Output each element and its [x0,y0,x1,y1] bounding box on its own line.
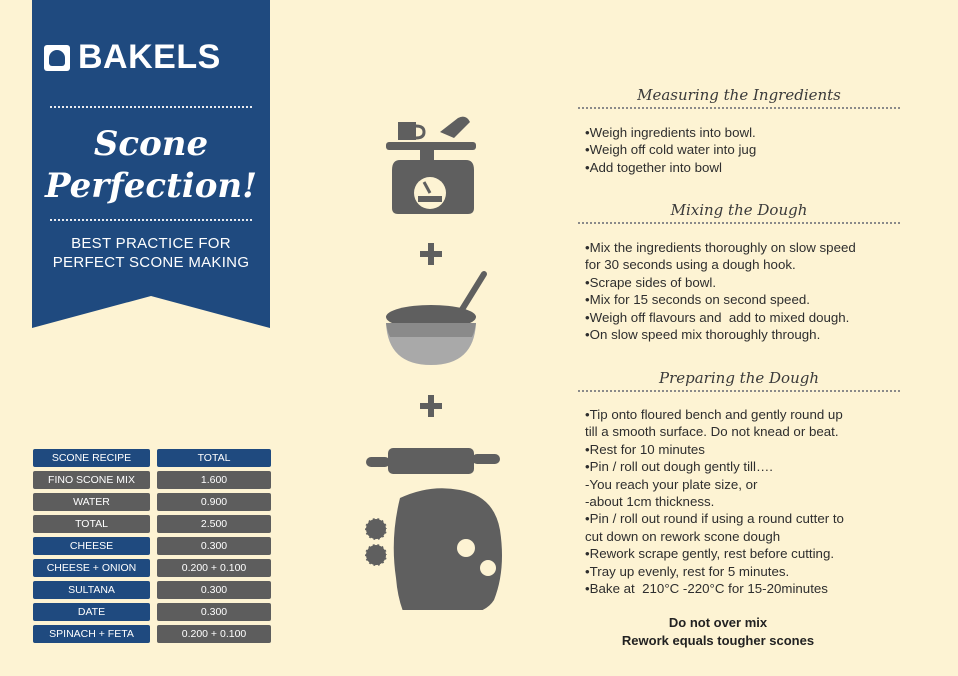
table-row [33,515,271,533]
table-header: TOTAL [157,449,271,467]
text-line: •Pin / roll out dough gently till…. [585,459,773,475]
footer-line1: Do not over mix [668,615,768,630]
text-line: •Tray up evenly, rest for 5 minutes. [585,563,790,579]
text-line: •Weigh off flavours and add to mixed dough. [585,309,850,325]
text-line: •Rework scrape gently, rest before cutting. [585,546,835,562]
section-divider [578,390,900,392]
chef-hat-icon [44,45,70,71]
banner-divider-bottom [50,219,252,221]
text-line: -You reach your plate size, or [585,476,758,492]
text-line: •Tip onto floured bench and gently round up [585,407,843,422]
section-divider [578,107,900,109]
scale-icon [386,117,476,214]
text-line: •Pin / roll out round if using a round cutter to [585,511,844,527]
table-row [33,471,271,489]
text-line: •Weigh ingredients into bowl. [585,125,756,140]
table-row [33,603,271,621]
text-line: till a smooth surface. Do not knead or beat. [585,424,839,440]
subtitle-line2: PERFECT SCONE MAKING [52,254,250,271]
table-row [33,493,271,511]
text-line: cut down on rework scone dough [585,528,781,544]
text-line: •Weigh off cold water into jug [585,142,757,158]
rolling-pin-dough-icon [365,448,502,610]
plus-icon [420,243,442,265]
title-line1: Scone [93,124,209,164]
text-line: for 30 seconds using a dough hook. [585,257,796,273]
footer-line2: Rework equals tougher scones [621,632,815,648]
table-cell-value: 1.600 [157,471,271,489]
table-row [33,625,271,643]
table-row [33,581,271,599]
table-cell-item: TOTAL [33,515,150,533]
footer-note [585,614,851,649]
table-cell-value: 0.300 [157,581,271,599]
section-body-measuring [585,124,905,176]
text-line: •Scrape sides of bowl. [585,274,717,290]
table-cell-item: WATER [33,493,150,511]
table-cell-value: 0.300 [157,603,271,621]
table-cell-value: 0.200 + 0.100 [157,625,271,643]
section-title-mixing: Mixing the Dough [670,201,808,219]
title-line2: Perfection! [44,166,258,206]
brand-name: BAKELS [78,38,221,76]
table-cell-item: SULTANA [33,581,150,599]
table-cell-value: 2.500 [157,515,271,533]
text-line: •Add together into bowl [585,159,722,175]
section-title-measuring: Measuring the Ingredients [637,86,841,104]
table-cell-value: 0.900 [157,493,271,511]
table-cell-value: 0.200 + 0.100 [157,559,271,577]
table-header: SCONE RECIPE [33,449,150,467]
table-cell-item: CHEESE [33,537,150,555]
table-cell-value: 0.300 [157,537,271,555]
text-line: •On slow speed mix thoroughly through. [585,327,821,343]
section-body-mixing [585,239,905,343]
text-line: •Mix for 15 seconds on second speed. [585,292,810,308]
plus-icon [420,395,442,417]
table-cell-item: CHEESE + ONION [33,559,150,577]
bakels-logo [44,38,221,77]
table-header-row [33,449,271,467]
table-row [33,559,271,577]
mixing-bowl-icon [386,274,484,365]
text-line: •Bake at 210°C -220°C for 15-20minutes [585,581,828,597]
process-icons [360,110,505,610]
subtitle [32,234,270,272]
subtitle-line1: BEST PRACTICE FOR [71,235,231,252]
section-divider [578,222,900,224]
text-line: -about 1cm thickness. [585,494,715,510]
text-line: •Mix the ingredients thoroughly on slow speed [585,240,856,255]
table-row [33,537,271,555]
banner-divider-top [50,106,252,108]
table-cell-item: FINO SCONE MIX [33,471,150,489]
section-title-preparing: Preparing the Dough [659,369,819,387]
section-body-preparing [585,406,905,597]
table-cell-item: SPINACH + FETA [33,625,150,643]
recipe-table [33,449,271,647]
table-cell-item: DATE [33,603,150,621]
text-line: •Rest for 10 minutes [585,441,705,457]
